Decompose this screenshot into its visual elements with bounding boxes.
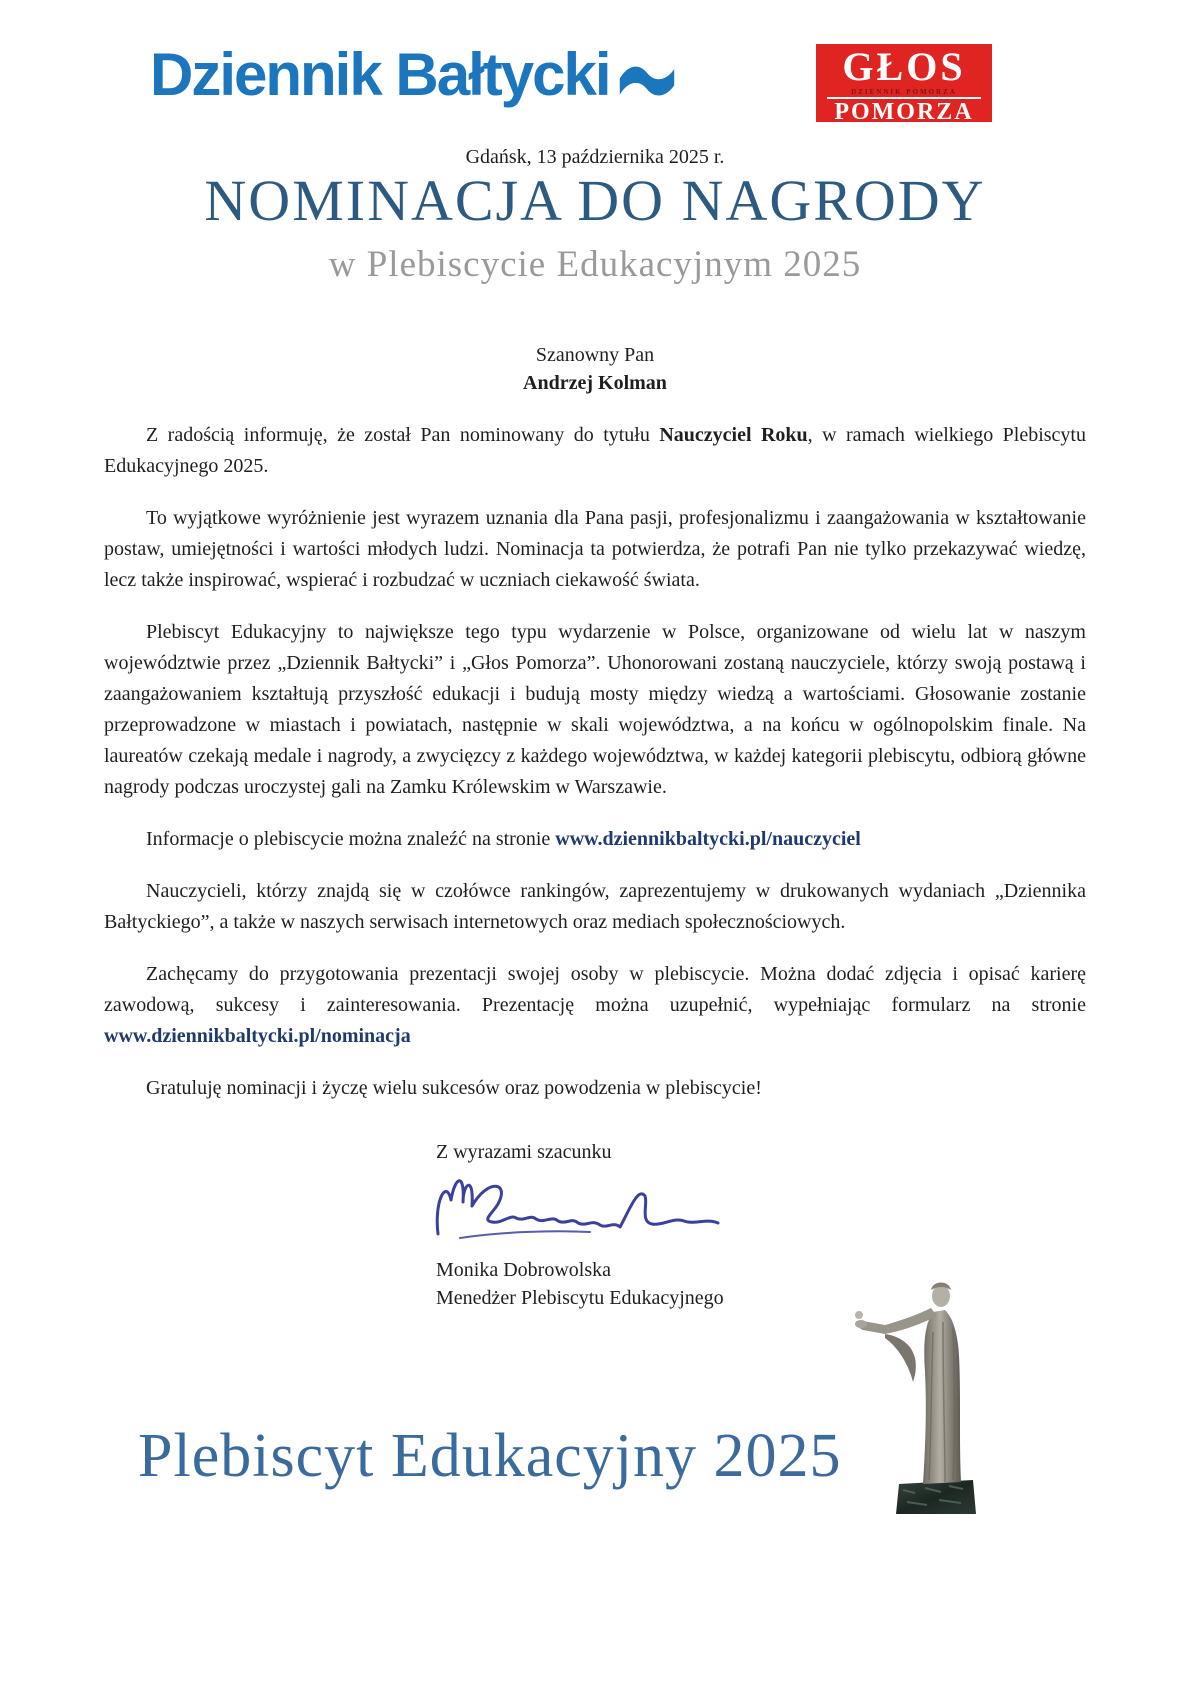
dziennik-baltycki-logo-text: Dziennik Bałtycki — [150, 40, 610, 108]
paragraph-recognition: To wyjątkowe wyróżnienie jest wyrazem uznania dla Pana pasji, profesjonalizmu i zaangażowania w kształtowanie postaw, umiejętności i wartości młodych ludzi. Nominacja ta potwierdza, że potrafi Pan nie tylko przekazywać wiedzę, lecz także inspirować, wspierać i rozbudzać w uczniach ciekawość świata. — [104, 507, 1086, 591]
salutation-line: Szanowny Pan — [535, 344, 655, 366]
glos-logo-subtitle: DZIENNIK POMORZA — [851, 88, 957, 96]
glos-logo-word: GŁOS — [842, 44, 966, 89]
glos-logo-pomorza: POMORZA — [834, 99, 974, 125]
dziennik-baltycki-logo — [150, 40, 676, 109]
letter-title: NOMINACJA DO NAGRODY — [204, 168, 986, 233]
paragraph-nomination-text-end: , w ramach wielkiego Plebiscytu Edukacyjnego 2025. — [104, 424, 1086, 477]
paragraph-nomination-text: Z radością informuję, że został Pan nominowany do tytułu — [146, 424, 660, 446]
wave-icon — [618, 58, 676, 109]
paragraph-presentation — [104, 959, 1086, 1052]
paragraph-info-link — [104, 824, 1086, 855]
closing-line: Z wyrazami szacunku — [436, 1141, 612, 1163]
paragraph-plebiscite-info: Plebiscyt Edukacyjny to największe tego typu wydarzenie w Polsce, organizowane od wielu lat w naszym województwie przez „Dziennik Bałtycki” i „Głos Pomorza”. Uhonorowani zostaną nauczyciele, którzy swoją postawą i zaangażowaniem kształtują przyszłość edukacji i budują mosty między wiedzą a wartościami. Głosowanie zostanie przeprowadzone w miastach i powiatach, następnie w skali województwa, a na końcu w ogólnopolskim finale. Na laureatów czekają medale i nagrody, a zwycięzcy z każdego województwa, w każdej kategorii plebiscytu, odbiorą główne nagrody podczas uroczystej gali na Zamku Królewskim w Warszawie. — [104, 621, 1086, 798]
nominacja-link[interactable]: www.dziennikbaltycki.pl/nominacja — [104, 1025, 411, 1047]
presentation-lead: Zachęcamy do przygotowania prezentacji swojej osoby w plebiscycie. Można dodać zdjęcia i opisać karierę zawodową, sukcesy i zainteresowania. Prezentację można uzupełnić, wypełniając formularz na stronie — [104, 963, 1086, 1016]
glos-pomorza-logo — [816, 44, 992, 125]
nauczyciel-link[interactable]: www.dziennikbaltycki.pl/nauczyciel — [555, 828, 861, 850]
letter-subtitle: w Plebiscycie Edukacyjnym 2025 — [328, 244, 862, 285]
signer-title: Menedżer Plebiscytu Edukacyjnego — [436, 1287, 724, 1309]
paragraph-congratulations: Gratuluję nominacji i życzę wielu sukcesów oraz powodzenia w plebiscycie! — [146, 1077, 762, 1099]
letter-body — [104, 420, 1086, 1125]
info-link-lead: Informacje o plebiscycie można znaleźć na stronie — [146, 828, 556, 850]
salutation-block — [0, 341, 1190, 397]
award-statuette-image — [845, 1272, 980, 1522]
signer-name: Monika Dobrowolska — [436, 1259, 611, 1281]
plebiscite-banner: Plebiscyt Edukacyjny 2025 — [138, 1422, 842, 1490]
paragraph-nomination — [104, 420, 1086, 482]
recipient-name: Andrzej Kolman — [523, 372, 667, 394]
paragraph-rankings: Nauczycieli, którzy znajdą się w czołówce rankingów, zaprezentujemy w drukowanych wydaniach „Dziennika Bałtyckiego”, a także w naszych serwisach internetowych oraz mediach społecznościowych. — [104, 880, 1086, 933]
dateline: Gdańsk, 13 października 2025 r. — [465, 146, 725, 168]
handwritten-signature-icon — [430, 1168, 730, 1256]
signature-block — [436, 1138, 730, 1312]
award-title-bold: Nauczyciel Roku — [659, 424, 808, 446]
